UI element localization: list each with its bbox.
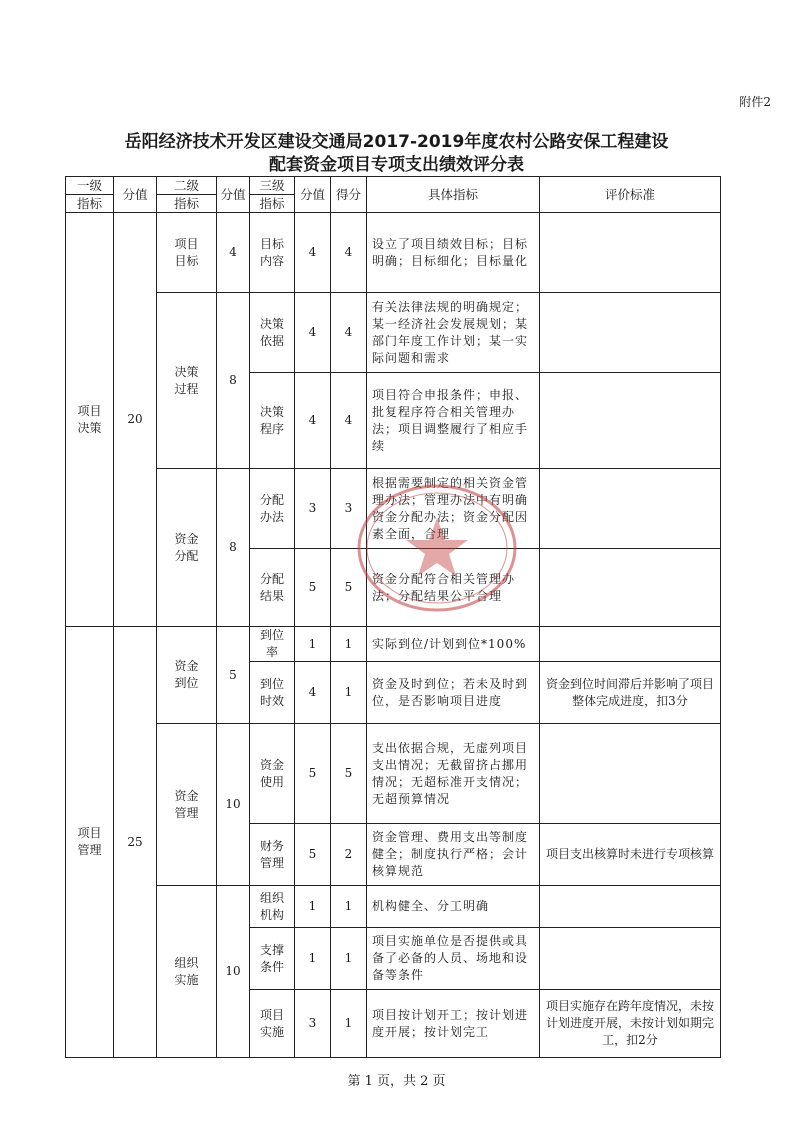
level3-indicator: 决策 依据	[250, 293, 295, 373]
level2-score: 10	[217, 886, 250, 1058]
level2-indicator: 项目 目标	[157, 213, 217, 293]
specific-indicator: 支出依据合规，无虚列项目支出情况；无截留挤占挪用情况；无超标准开支情况；无超预算情况	[367, 724, 540, 824]
level2-indicator: 资金 到位	[157, 627, 217, 724]
obtained-score: 3	[331, 469, 367, 549]
evaluation-criteria: 项目实施存在跨年度情况，未按计划进度开展，未按计划如期完工，扣2分	[540, 990, 721, 1058]
level2-indicator: 资金 管理	[157, 724, 217, 886]
evaluation-criteria	[540, 928, 721, 990]
table-row	[66, 469, 721, 549]
specific-indicator: 有关法律法规的明确规定；某一经济社会发展规划；某部门年度工作计划；某一实际问题和需求	[367, 293, 540, 373]
header-level1-top: 一级	[66, 177, 114, 195]
header-level3-top: 三级	[250, 177, 295, 195]
header-row-1	[66, 177, 721, 195]
table-row	[66, 213, 721, 293]
page-footer: 第 1 页，共 2 页	[347, 1074, 446, 1089]
evaluation-criteria	[540, 886, 721, 928]
specific-indicator: 项目实施单位是否提供或具备了必备的人员、场地和设备等条件	[367, 928, 540, 990]
document-title: 岳阳经济技术开发区建设交通局2017-2019年度农村公路安保工程建设	[124, 132, 669, 152]
header-level2-top: 二级	[157, 177, 217, 195]
specific-indicator: 资金管理、费用支出等制度健全；制度执行严格；会计核算规范	[367, 824, 540, 886]
obtained-score: 4	[331, 373, 367, 469]
table-row	[66, 627, 721, 662]
specific-indicator: 项目符合申报条件；申报、批复程序符合相关管理办法；项目调整履行了相应手续	[367, 373, 540, 469]
evaluation-criteria	[540, 373, 721, 469]
table-row	[66, 724, 721, 824]
level1-indicator: 项目 决策	[66, 213, 114, 627]
score-table	[65, 176, 721, 1058]
evaluation-criteria	[540, 724, 721, 824]
evaluation-criteria: 项目支出核算时未进行专项核算	[540, 824, 721, 886]
level3-score: 4	[295, 373, 331, 469]
level3-score: 4	[295, 662, 331, 724]
level3-score: 5	[295, 724, 331, 824]
header-got: 得分	[331, 177, 367, 213]
evaluation-criteria	[540, 213, 721, 293]
level3-score: 5	[295, 549, 331, 627]
header-level3-bottom: 指标	[250, 195, 295, 213]
level3-score: 5	[295, 824, 331, 886]
header-score2: 分值	[217, 177, 250, 213]
specific-indicator: 项目按计划开工；按计划进度开展；按计划完工	[367, 990, 540, 1058]
level3-score: 1	[295, 627, 331, 662]
level2-score: 8	[217, 293, 250, 469]
level2-score: 10	[217, 724, 250, 886]
level3-indicator: 资金 使用	[250, 724, 295, 824]
level3-indicator: 分配 办法	[250, 469, 295, 549]
level1-indicator: 项目 管理	[66, 627, 114, 1058]
evaluation-criteria: 资金到位时间滞后并影响了项目整体完成进度，扣3分	[540, 662, 721, 724]
level2-indicator: 资金 分配	[157, 469, 217, 627]
level3-indicator: 决策 程序	[250, 373, 295, 469]
level2-score: 8	[217, 469, 250, 627]
level1-score: 25	[114, 627, 157, 1058]
level1-score: 20	[114, 213, 157, 627]
table-row	[66, 293, 721, 373]
level3-score: 1	[295, 928, 331, 990]
level3-score: 3	[295, 990, 331, 1058]
specific-indicator: 机构健全、分工明确	[367, 886, 540, 928]
obtained-score: 5	[331, 724, 367, 824]
obtained-score: 4	[331, 293, 367, 373]
evaluation-criteria	[540, 293, 721, 373]
header-score1: 分值	[114, 177, 157, 213]
obtained-score: 5	[331, 549, 367, 627]
level2-indicator: 组织 实施	[157, 886, 217, 1058]
level3-indicator: 财务 管理	[250, 824, 295, 886]
obtained-score: 1	[331, 662, 367, 724]
specific-indicator: 根据需要制定的相关资金管理办法；管理办法中有明确资金分配办法；资金分配因素全面，合理	[367, 469, 540, 549]
level3-indicator: 到位 时效	[250, 662, 295, 724]
level2-indicator: 决策 过程	[157, 293, 217, 469]
level3-indicator: 组织 机构	[250, 886, 295, 928]
level3-score: 4	[295, 213, 331, 293]
header-level1-bottom: 指标	[66, 195, 114, 213]
table-row	[66, 886, 721, 928]
obtained-score: 1	[331, 990, 367, 1058]
obtained-score: 1	[331, 928, 367, 990]
level2-score: 5	[217, 627, 250, 724]
attachment-label: 附件2	[739, 95, 771, 109]
level3-indicator: 目标 内容	[250, 213, 295, 293]
level3-indicator: 分配 结果	[250, 549, 295, 627]
level3-score: 1	[295, 886, 331, 928]
obtained-score: 4	[331, 213, 367, 293]
header-detail: 具体指标	[367, 177, 540, 213]
header-criteria: 评价标准	[540, 177, 721, 213]
specific-indicator: 资金及时到位；若未及时到位，是否影响项目进度	[367, 662, 540, 724]
level3-indicator: 项目 实施	[250, 990, 295, 1058]
evaluation-criteria	[540, 549, 721, 627]
header-score3: 分值	[295, 177, 331, 213]
specific-indicator: 资金分配符合相关管理办法；分配结果公平合理	[367, 549, 540, 627]
obtained-score: 1	[331, 627, 367, 662]
level3-indicator: 到位 率	[250, 627, 295, 662]
level3-indicator: 支撑 条件	[250, 928, 295, 990]
level3-score: 3	[295, 469, 331, 549]
level3-score: 4	[295, 293, 331, 373]
document-subtitle: 配套资金项目专项支出绩效评分表	[269, 155, 524, 175]
obtained-score: 2	[331, 824, 367, 886]
level2-score: 4	[217, 213, 250, 293]
evaluation-criteria	[540, 469, 721, 549]
specific-indicator: 实际到位/计划到位*100%	[367, 627, 540, 662]
specific-indicator: 设立了项目绩效目标；目标明确；目标细化；目标量化	[367, 213, 540, 293]
obtained-score: 1	[331, 886, 367, 928]
header-level2-bottom: 指标	[157, 195, 217, 213]
evaluation-criteria	[540, 627, 721, 662]
